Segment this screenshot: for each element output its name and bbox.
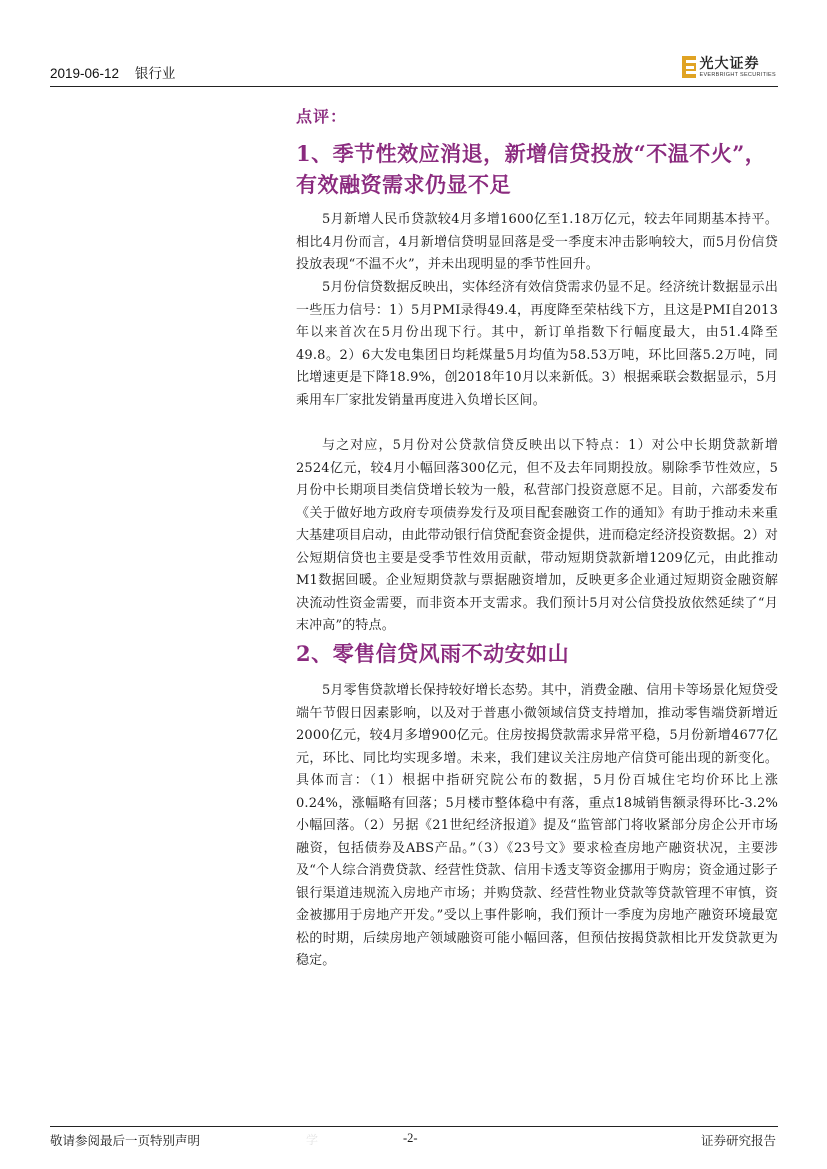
section-2-paragraph-1: 5月零售贷款增长保持较好增长态势。其中，消费金融、信用卡等场景化短贷受端午节假日因素影响，以及对于普惠小微领域信贷支持增加，推动零售端贷新增近2000亿元，较4月多增900亿元。住房按揭贷款需求异常平稳，5月份新增4677亿元，环比、同比均实现多增。未来，我们建议关注房地产信贷可能出现的新变化。具体而言：（1）根据中指研究院公布的数据，5月份百城住宅均价环比上涨0.24%，涨幅略有回落；5月楼市整体稳中有落，重点18城销售额录得环比-3.2%小幅回落。（2）另据《21世纪经济报道》提及“监管部门将收紧部分房企公开市场融资，包括债券及ABS产品。”（3）《23号文》要求检查房地产融资状况，主要涉及“个人综合消费贷款、经营性贷款、信用卡透支等资金挪用于购房；资金通过影子银行渠道违规流入房地产市场；并购贷款、经营性物业贷款等贷款管理不审慎，资金被挪用于房地产开发。”受以上事件影响，我们预计一季度为房地产融资环境最宽松的时期，后续房地产领域融资可能小幅回落，但预估按揭贷款相比开发贷款更为稳定。	[296, 683, 778, 968]
report-date: 2019-06-12	[50, 66, 120, 81]
section-1-paragraph-3: 与之对应，5月份对公贷款信贷反映出以下特点：1）对公中长期贷款新增2524亿元，较4月小幅回落300亿元，但不及去年同期投放。剔除季节性效应，5月份中长期项目类信贷增长较为一般，私营部门投资意愿不足。目前，六部委发布《关于做好地方政府专项债券发行及项目配套融资工作的通知》有助于推动未来重大基建项目启动，由此带动银行信贷配套资金提供，进而稳定经济投资数据。2）对公短期信贷也主要是受季节性效用贡献，带动短期贷款新增1209亿元，由此推动M1数据回暖。企业短期贷款与票据融资增加，反映更多企业通过短期资金融资解决流动性资金需要，而非资本开支需求。我们预计5月对公信贷投放依然延续了“月末冲高”的特点。	[296, 438, 778, 633]
watermark: 学	[306, 1133, 321, 1147]
footer-divider	[50, 1126, 778, 1127]
header-info	[50, 62, 175, 82]
company-logo	[682, 52, 777, 82]
report-type: 证券研究报告	[700, 1133, 776, 1148]
page-footer	[50, 1131, 778, 1151]
disclaimer-note: 敬请参阅最后一页特别声明	[50, 1133, 201, 1148]
header-divider	[50, 86, 778, 87]
page-header	[50, 55, 778, 84]
section-1-paragraph-2: 5月份信贷数据反映出，实体经济有效信贷需求仍显不足。经济统计数据显示出一些压力信号：1）5月PMI录得49.4，再度降至荣枯线下方，且这是PMI自2013年以来首次在5月份出现下行。其中，新订单指数下行幅度最大，由51.4降至49.8。2）6大发电集团日均耗煤量5月均值为58.53万吨，环比回落5.2万吨，同比增速更是下降18.9%，创2018年10月以来新低。3）根据乘联会数据显示，5月乘用车厂家批发销量再度进入负增长区间。	[296, 280, 778, 408]
section-1-title: 1、季节性效应消退，新增信贷投放“不温不火”，有效融资需求仍显不足	[296, 141, 767, 197]
page-number: -2-	[403, 1131, 418, 1145]
logo-english-name: EVERBRIGHT SECURITIES	[699, 71, 776, 78]
logo-mark-icon	[682, 56, 696, 78]
comment-label: 点评：	[296, 107, 348, 126]
logo-chinese-name: 光大证券	[699, 55, 760, 72]
section-1-paragraph-1: 5月新增人民币贷款较4月多增1600亿至1.18万亿元，较去年同期基本持平。相比4月份而言，4月新增信贷明显回落是受一季度末冲击影响较大，而5月份信贷投放表现“不温不火”，并未出现明显的季节性回升。	[296, 212, 778, 272]
industry-label: 银行业	[134, 66, 176, 81]
section-2-title: 2、零售信贷风雨不动安如山	[296, 641, 570, 666]
